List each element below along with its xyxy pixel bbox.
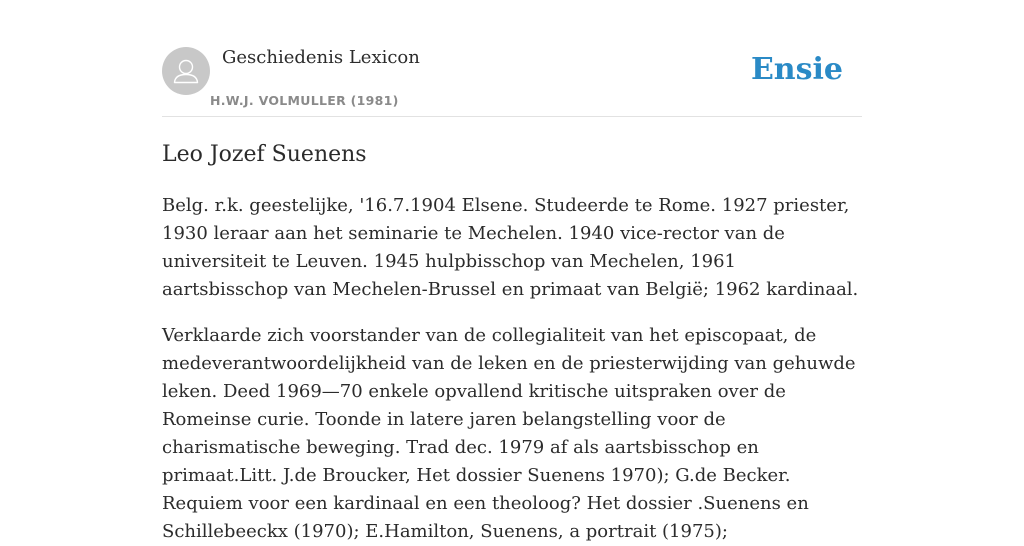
source-author: H.W.J. VOLMULLER (1981) [210,93,399,108]
entry-paragraph: Belg. r.k. geestelijke, '16.7.1904 Elsene. Studeerde te Rome. 1927 priester, 1930 leraar aan het seminarie te Mechelen. 1940 vice-rector van de universiteit te Leuven. 1945 hulpbisschop van Mechelen, 1961 aartsbisschop van Mechelen-Brussel en primaat van België; 1962 kardinaal. [162,195,859,300]
user-avatar-icon[interactable] [162,47,210,95]
entry-title: Leo Jozef Suenens [162,142,367,167]
ensie-logo[interactable]: Ensie [750,52,843,87]
source-header [162,46,862,117]
entry-paragraph: Verklaarde zich voorstander van de collegialiteit van het episcopaat, de medeverantwoordelijkheid van de leken en de priesterwijding van gehuwde leken. Deed 1969—70 enkele opvallend kritische uitspraken over de Romeinse curie. Toonde in latere jaren belangstelling voor de charismatische beweging. Trad dec. 1979 af als aartsbisschop en primaat.Litt. J.de Broucker, Het dossier Suenens 1970); G.de Becker. Requiem voor een kardinaal en een theoloog? Het dossier .Suenens en Schillebeeckx (1970); E.Hamilton, Suenens, a portrait (1975); [162,325,856,542]
user-silhouette-icon [162,47,210,95]
entry-content [162,140,862,546]
source-title[interactable]: Geschiedenis Lexicon [222,47,420,68]
